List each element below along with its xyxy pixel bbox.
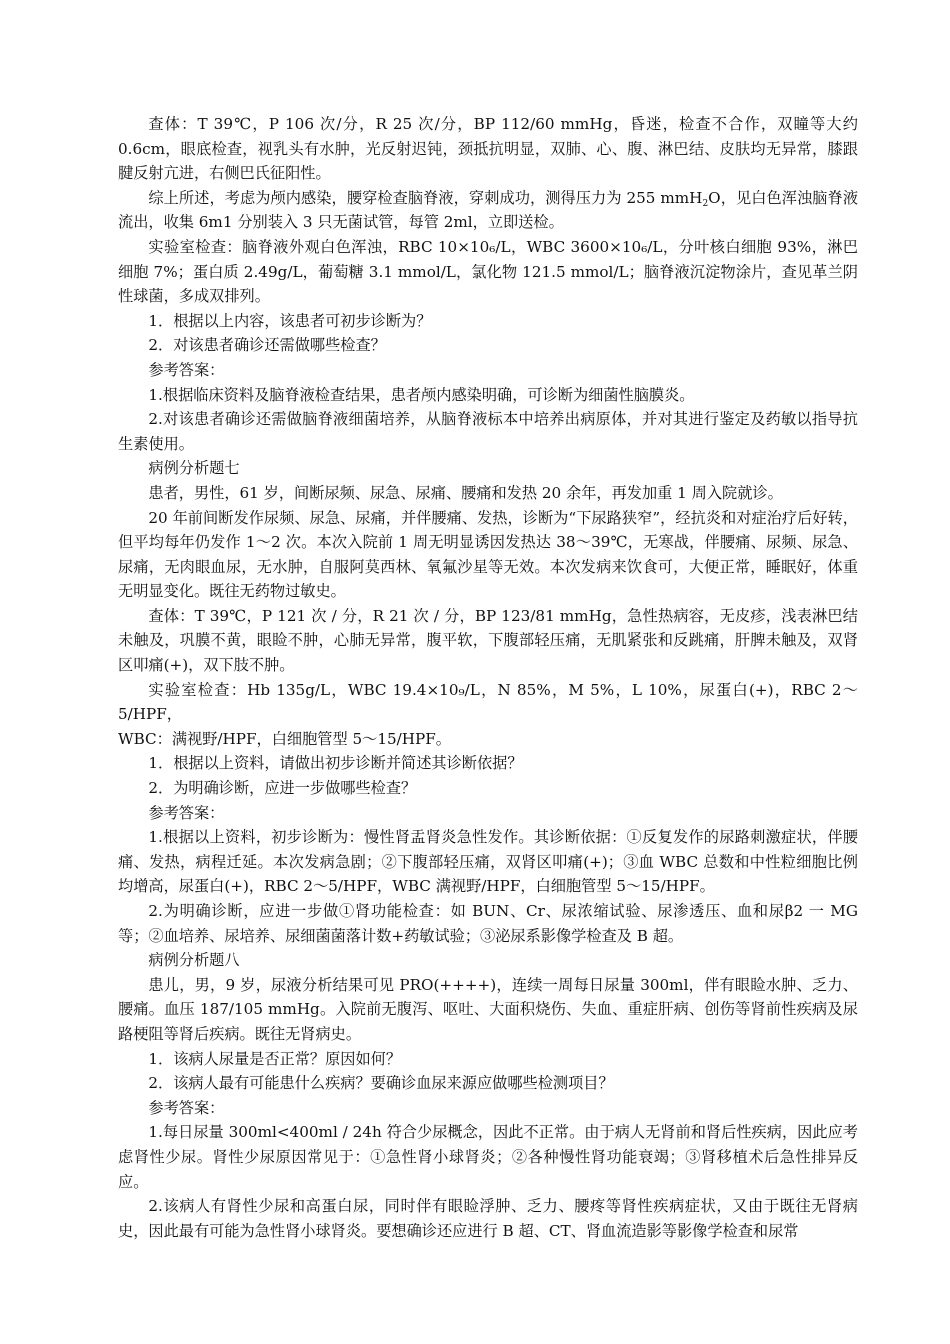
csf-text-before: 综上所述，考虑为颅内感染，腰穿检查脑脊液，穿刺成功，测得压力为 255 mmH <box>148 188 703 207</box>
question-1-2: 2．对该患者确诊还需做哪些检查？ <box>148 336 386 355</box>
question-7-2: 2．为明确诊断，应进一步做哪些检查？ <box>148 779 417 798</box>
paragraph-case7-lab-cont: WBC：满视野/HPF，白细胞管型 5～15/HPF。 <box>118 729 451 748</box>
case-heading-8: 病例分析题八 <box>148 951 240 970</box>
paragraph-case7-lab: 实验室检查：Hb 135g/L，WBC 19.4×10₉/L，N 85%，M 5%，L 10%，尿蛋白(+)，RBC 2～5/HPF， <box>118 680 858 724</box>
document-page <box>118 112 858 1243</box>
paragraph-physical-exam-1: 查体：T 39℃，P 106 次/分，R 25 次/分，BP 112/60 mmHg，昏迷，检查不合作，双瞳等大约 0.6cm，眼底检查，视乳头有水肿，光反射迟钝，颈抵抗明显，双肺、心、腹、淋巴结、皮肤均无异常，膝跟腱反射亢进，右侧巴氏征阳性。 <box>118 115 858 183</box>
answer-8-1: 1.每日尿量 300ml<400ml / 24h 符合少尿概念，因此不正常。由于病人无肾前和肾后性疾病，因此应考虑肾性少尿。肾性少尿原因常见于：①急性肾小球肾炎；②各种慢性肾功能衰竭；③肾移植术后急性排异反应。 <box>118 1123 858 1191</box>
paragraph-case8-intro: 患儿，男，9 岁，尿液分析结果可见 PRO(++++)，连续一周每日尿量 300ml，伴有眼睑水肿、乏力、腰痛。血压 187/105 mmHg。入院前无腹泻、呕吐、大面积烧伤、失血、重症肝病、创伤等肾前性疾病及尿路梗阻等肾后疾病。既往无肾病史。 <box>118 975 858 1043</box>
answer-8-2: 2.该病人有肾性少尿和高蛋白尿，同时伴有眼睑浮肿、乏力、腰疼等肾性疾病症状，又由于既往无肾病史，因此最有可能为急性肾小球肾炎。要想确诊还应进行 B 超、CT、肾血流造影等影像学检查和尿常 <box>118 1197 858 1240</box>
answer-7-2: 2.为明确诊断，应进一步做①肾功能检查：如 BUN、Cr、尿浓缩试验、尿渗透压、血和尿β2 一 MG 等；②血培养、尿培养、尿细菌菌落计数+药敏试验；③泌尿系影像学检查及 B 超。 <box>118 902 858 945</box>
answer-heading-7: 参考答案： <box>148 803 225 822</box>
case-heading-7: 病例分析题七 <box>148 459 240 478</box>
csf-text-after: O，见白色浑浊脑脊液流出，收集 6m1 分别装入 3 只无菌试管，每管 2ml，立即送检。 <box>118 188 859 232</box>
question-8-2: 2．该病人最有可能患什么疾病？要确诊血尿来源应做哪些检测项目？ <box>148 1074 614 1093</box>
question-8-1: 1．该病人尿量是否正常？原因如何？ <box>148 1049 402 1068</box>
paragraph-csf-sampling <box>118 186 858 235</box>
paragraph-case7-exam: 查体：T 39℃，P 121 次 / 分，R 21 次 / 分，BP 123/81 mmHg，急性热病容，无皮疹，浅表淋巴结未触及，巩膜不黄，眼睑不肿，心肺无异常，腹平软，下腹部轻压痛，无肌紧张和反跳痛，肝脾未触及，双肾区叩痛(+)，双下肢不肿。 <box>118 606 858 675</box>
paragraph-case7-intro: 患者，男性，61 岁，间断尿频、尿急、尿痛、腰痛和发热 20 余年，再发加重 1 周入院就诊。 <box>148 483 783 502</box>
question-7-1: 1．根据以上资料，请做出初步诊断并简述其诊断依据？ <box>148 754 523 773</box>
answer-1-2: 2.对该患者确诊还需做脑脊液细菌培养，从脑脊液标本中培养出病原体，并对其进行鉴定及药敏以指导抗生素使用。 <box>118 410 858 453</box>
answer-7-1: 1.根据以上资料，初步诊断为：慢性肾盂肾炎急性发作。其诊断依据：①反复发作的尿路刺激症状，伴腰痛、发热，病程迁延。本次发病急剧；②下腹部轻压痛，双肾区叩痛(+)；③血 WBC 总数和中性粒细胞比例均增高，尿蛋白(+)，RBC 2～5/HPF，WBC 满视野/HPF，白细胞管型 5～15/HPF。 <box>118 828 858 896</box>
csf-subscript: 2 <box>702 198 709 209</box>
answer-heading-1: 参考答案： <box>148 360 225 379</box>
answer-1-1: 1.根据临床资料及脑脊液检查结果，患者颅内感染明确，可诊断为细菌性脑膜炎。 <box>148 385 695 404</box>
question-1-1: 1．根据以上内容，该患者可初步诊断为？ <box>148 311 432 330</box>
paragraph-lab-1: 实验室检查：脑脊液外观白色浑浊，RBC 10×10₆/L，WBC 3600×10₆/L，分叶核白细胞 93%，淋巴细胞 7%；蛋白质 2.49g/L，葡萄糖 3.1 mmol/L，氯化物 121.5 mmol/L；脑脊液沉淀物涂片，查见革兰阴性球菌，多成双排列。 <box>118 237 858 306</box>
answer-heading-8: 参考答案： <box>148 1098 225 1117</box>
paragraph-case7-history: 20 年前间断发作尿频、尿急、尿痛，并伴腰痛、发热，诊断为“下尿路狭窄”，经抗炎和对症治疗后好转，但平均每年仍发作 1～2 次。本次入院前 1 周无明显诱因发热达 38～39℃，无寒战，伴腰痛、尿频、尿急、尿痛，无肉眼血尿，无水肿，自服阿莫西林、氧氟沙星等无效。本次发病来饮食可，大便正常，睡眠好，体重无明显变化。既往无药物过敏史。 <box>118 508 858 601</box>
